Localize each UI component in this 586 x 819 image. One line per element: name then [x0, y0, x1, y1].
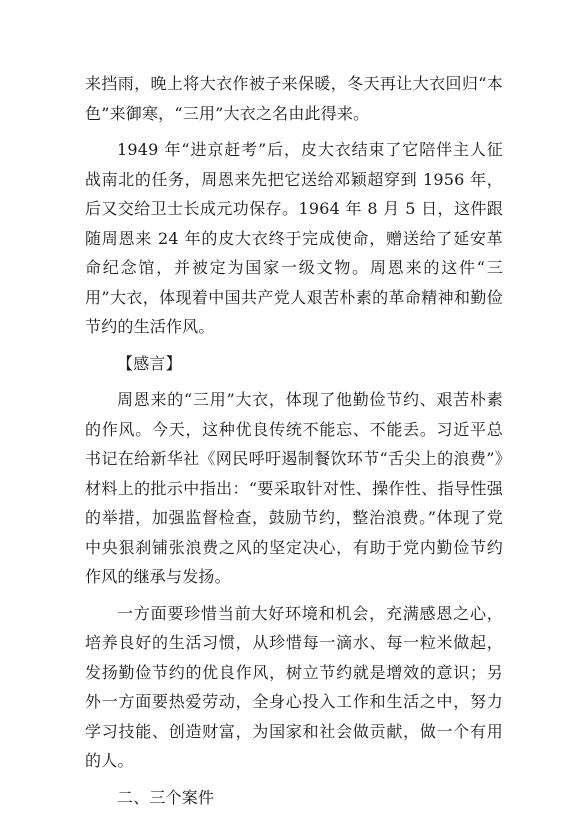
section-heading-reflection: 【感言】 [117, 353, 182, 373]
paragraph-overcoat-history: 1949 年“进京赶考”后，皮大衣结束了它陪伴主人征战南北的任务，周恩来先把它送给邓颖超穿到 1956 年，后又交给卫士长成元功保存。1964 年 8 月 5 日，这件跟随周恩来 24 年的皮大衣终于完成使命，赠送给了延安革命纪念馆，并被定为国家一级文物。周恩来的这件“三用”大衣，体现着中国共产党人艰苦朴素的革命精神和勤俭节约的生活作风。 [85, 140, 503, 336]
section-heading-three-cases: 二、三个案件 [117, 787, 215, 807]
paragraph-reflection-1: 周恩来的“三用”大衣，体现了他勤俭节约、艰苦朴素的作风。今天，这种优良传统不能忘、不能丢。习近平总书记在给新华社《网民呼吁遏制餐饮环节“舌尖上的浪费”》材料上的批示中指出：“要采取针对性、操作性、指导性强的举措，加强监督检查，鼓励节约，整治浪费。”体现了党中央狠刹铺张浪费之风的坚定决心，有助于党内勤俭节约作风的继承与发扬。 [85, 390, 503, 586]
paragraph-reflection-2: 一方面要珍惜当前大好环境和机会，充满感恩之心，培养良好的生活习惯，从珍惜每一滴水、每一粒米做起，发扬勤俭节约的优良作风，树立节约就是增效的意识；另外一方面要热爱劳动，全身心投入工作和生活之中，努力学习技能、创造财富，为国家和社会做贡献，做一个有用的人。 [85, 603, 503, 770]
document-body [85, 69, 503, 819]
paragraph-continuation: 来挡雨，晚上将大衣作被子来保暖，冬天再让大衣回归“本色”来御寒，“三用”大衣之名由此得来。 [85, 74, 503, 123]
